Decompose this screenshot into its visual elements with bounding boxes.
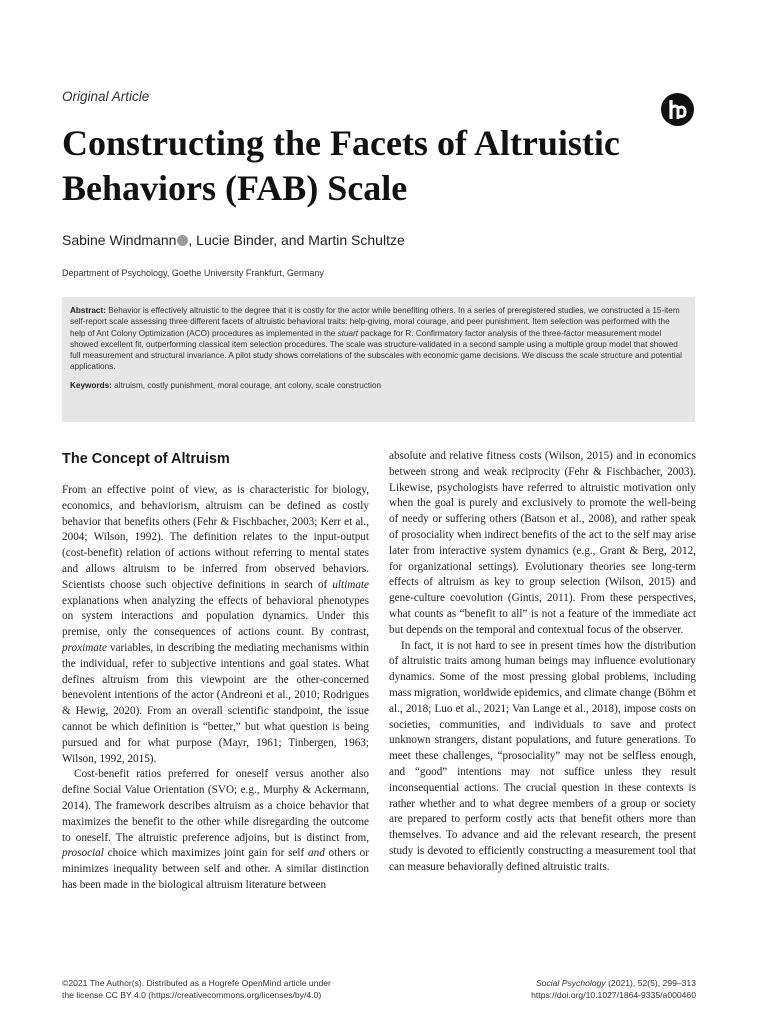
- article-title: Constructing the Facets of Altruistic Behaviors (FAB) Scale: [62, 123, 620, 208]
- orcid-icon[interactable]: [177, 235, 188, 246]
- hogrefe-logo-icon: [661, 93, 694, 126]
- paragraph: In fact, it is not hard to see in present times how the distribution of altruistic traits among human beings may influence evolutionary dynamics. Some of the most pressing global problems, including mass migration, worldwide epidemics, and climate change (Böhm et al., 2018; Luo et al., 2021; Van Lange et al., 2018), impose costs on societies, communities, and individuals to save and protect unknown strangers, distant populations, and future generations. To meet these challenges, “prosociality” may not be selfless enough, and “good” intentions may not suffice unless they result inconsequential actions. The crucial question in these contexts is rather whether and to what degree members of a group or society are prepared to perform costly acts that benefit others more than themselves. To advance and aid the relevant research, the present study is devoted to efficiently constructing a measurement tool that can measure behaviorally defined altruistic traits.: [389, 639, 696, 873]
- paragraph: absolute and relative fitness costs (Wilson, 2015) and in economics between strong and weak reciprocity (Fehr & Fischbacher, 2003). Likewise, psychologists have referred to altruistic motivation only when the goal is purely and exclusively to promote the well-being of needy or suffering others (Batson et al., 2008), and rather speak of prosociality when indirect benefits of the act to the self may arise later from interactive system dynamics (e.g., Grant & Berg, 2012, for organizational settings). Evolutionary theories see long-term effects of altruism as key to group selection (Wilson, 2015) and gene-culture coevolution (Gintis, 2011). From these perspectives, what counts as “benefit to all” is not a feature of the immediate act but depends on the temporal and contextual focus of the observer.: [389, 450, 696, 636]
- author-list: [62, 232, 405, 248]
- doi-link[interactable]: https://doi.org/10.1027/1864-9335/a000460: [531, 989, 696, 1000]
- abstract-label: Abstract:: [70, 306, 106, 315]
- section-heading: The Concept of Altruism: [62, 451, 230, 467]
- citation-line: Social Psychology (2021), 52(5), 299–313: [535, 978, 696, 988]
- affiliation: Department of Psychology, Goethe University Frankfurt, Germany: [62, 268, 324, 278]
- abstract-box: [62, 297, 695, 422]
- article-type: Original Article: [62, 89, 150, 104]
- author-first: Sabine Windmann: [62, 232, 177, 248]
- paragraph: Cost-benefit ratios preferred for oneself versus another also define Social Value Orientation (SVO; e.g., Murphy & Ackermann, 2014). The framework describes altruism as a choice behavior that maximizes the benefit to the other while disregarding the outcome to oneself. The altruistic preference adjoins, but is distinct from, prosocial choice which maximizes joint gain for self and others or minimizes inequality between self and other. A similar distinction has been made in the biological altruism literature between: [62, 768, 369, 891]
- keywords-label: Keywords:: [70, 380, 112, 390]
- left-column: [62, 483, 369, 894]
- license-link[interactable]: the license CC BY 4.0 (https://creativecommons.org/licenses/by/4.0): [62, 989, 322, 1000]
- right-column: [389, 449, 696, 876]
- keywords: Keywords: altruism, costly punishment, moral courage, ant colony, scale construction: [70, 380, 382, 390]
- abstract-text: Abstract: Behavior is effectively altruistic to the degree that it is costly for the actor while benefiting others. In a series of preregistered studies, we constructed a 15-item self-report scale assessing three different facets of altruistic behavioral traits: help-giving, moral courage, and peer punishment. Item selection was performed with the help of Ant Colony Optimization (ACO) procedures as implemented in the stuart package for R. Confirmatory factor analysis of the three-factor measurement model showed excellent fit, outperforming classical item selection procedures. The scale was structure-validated in a second sample using a multiple group model that showed full measurement and structural invariance. A pilot study shows correlations of the subscales with economic game decisions. We discuss the scale structure and potential applications.: [70, 306, 682, 372]
- paragraph: From an effective point of view, as is characteristic for biology, economics, and behaviorism, altruism can be defined as costly behavior that benefits others (Fehr & Fischbacher, 2003; Kerr et al., 2004; Wilson, 1992). The definition relates to the input-output (cost-benefit) relation of actions without referring to mental states and allows altruism to be inferred from observed behaviors. Scientists choose such objective definitions in search of ultimate explanations when analyzing the effects of behavioral phenotypes on system interactions and population dynamics. Under this premise, only the consequences of actions count. By contrast, proximate variables, in describing the mediating mechanisms within the individual, refer to subjective intentions and goal states. What defines altruism from this viewpoint are the other-concerned benevolent intentions of the actor (Andreoni et al., 2010; Rodrigues & Hewig, 2020). From an overall scientific standpoint, the issue cannot be which definition is “better,” but what question is being pursued and for what purpose (Mayr, 1961; Tinbergen, 1963; Wilson, 1992, 2015).: [62, 484, 369, 765]
- author-rest: , Lucie Binder, and Martin Schultze: [188, 232, 405, 248]
- footer-license: ©2021 The Author(s). Distributed as a Hogrefe OpenMind article under the license CC BY 4.0 (https://creativecommons.org/licenses/by/4.0): [62, 978, 331, 1000]
- footer-citation: [531, 978, 696, 1001]
